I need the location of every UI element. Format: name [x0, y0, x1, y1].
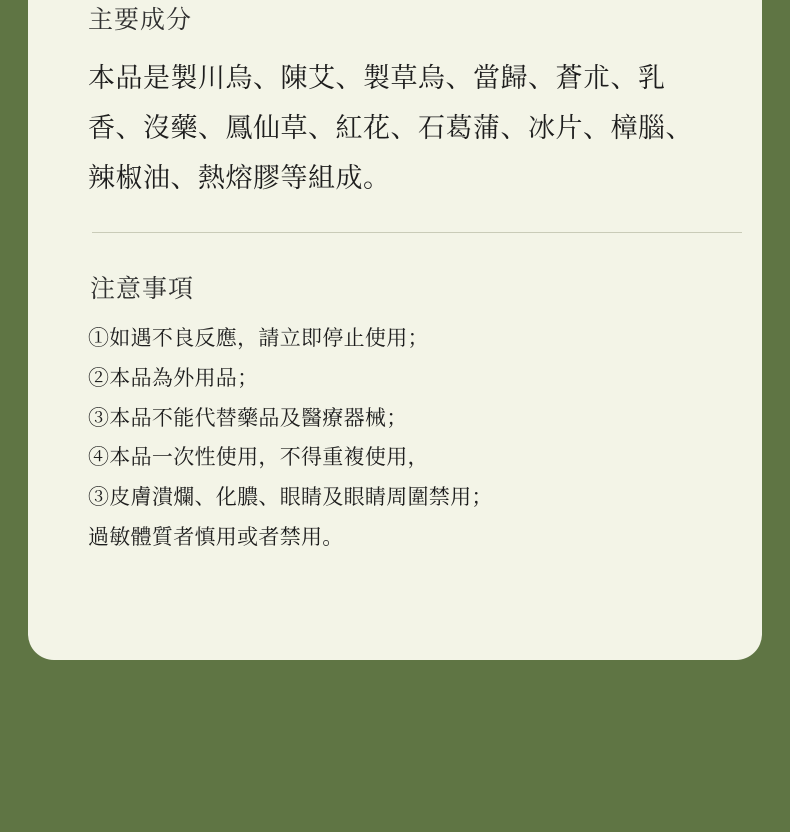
card-content — [88, 0, 732, 558]
list-item: 過敏體質者慎用或者禁用。 — [88, 526, 344, 550]
notes-heading: 注意事項 — [90, 274, 195, 303]
info-card — [28, 0, 762, 660]
ingredients-body: 本品是製川烏、陳艾、製草烏、當歸、蒼朮、乳香、沒藥、鳳仙草、紅花、石葛蒲、冰片、樟腦、辣椒油、熱熔膠等組成。 — [88, 63, 693, 193]
ingredients-heading: 主要成分 — [88, 6, 193, 34]
list-item: ③本品不能代替藥品及醫療器械； — [88, 406, 408, 430]
list-item: ④本品一次性使用，不得重複使用， — [88, 446, 429, 470]
notes-section — [88, 269, 732, 558]
list-item: ②本品為外用品； — [88, 366, 259, 390]
list-item: ③皮膚潰爛、化膿、眼睛及眼睛周圍禁用； — [88, 486, 493, 510]
list-item: ①如遇不良反應，請立即停止使用； — [88, 326, 429, 350]
section-divider — [92, 232, 742, 233]
